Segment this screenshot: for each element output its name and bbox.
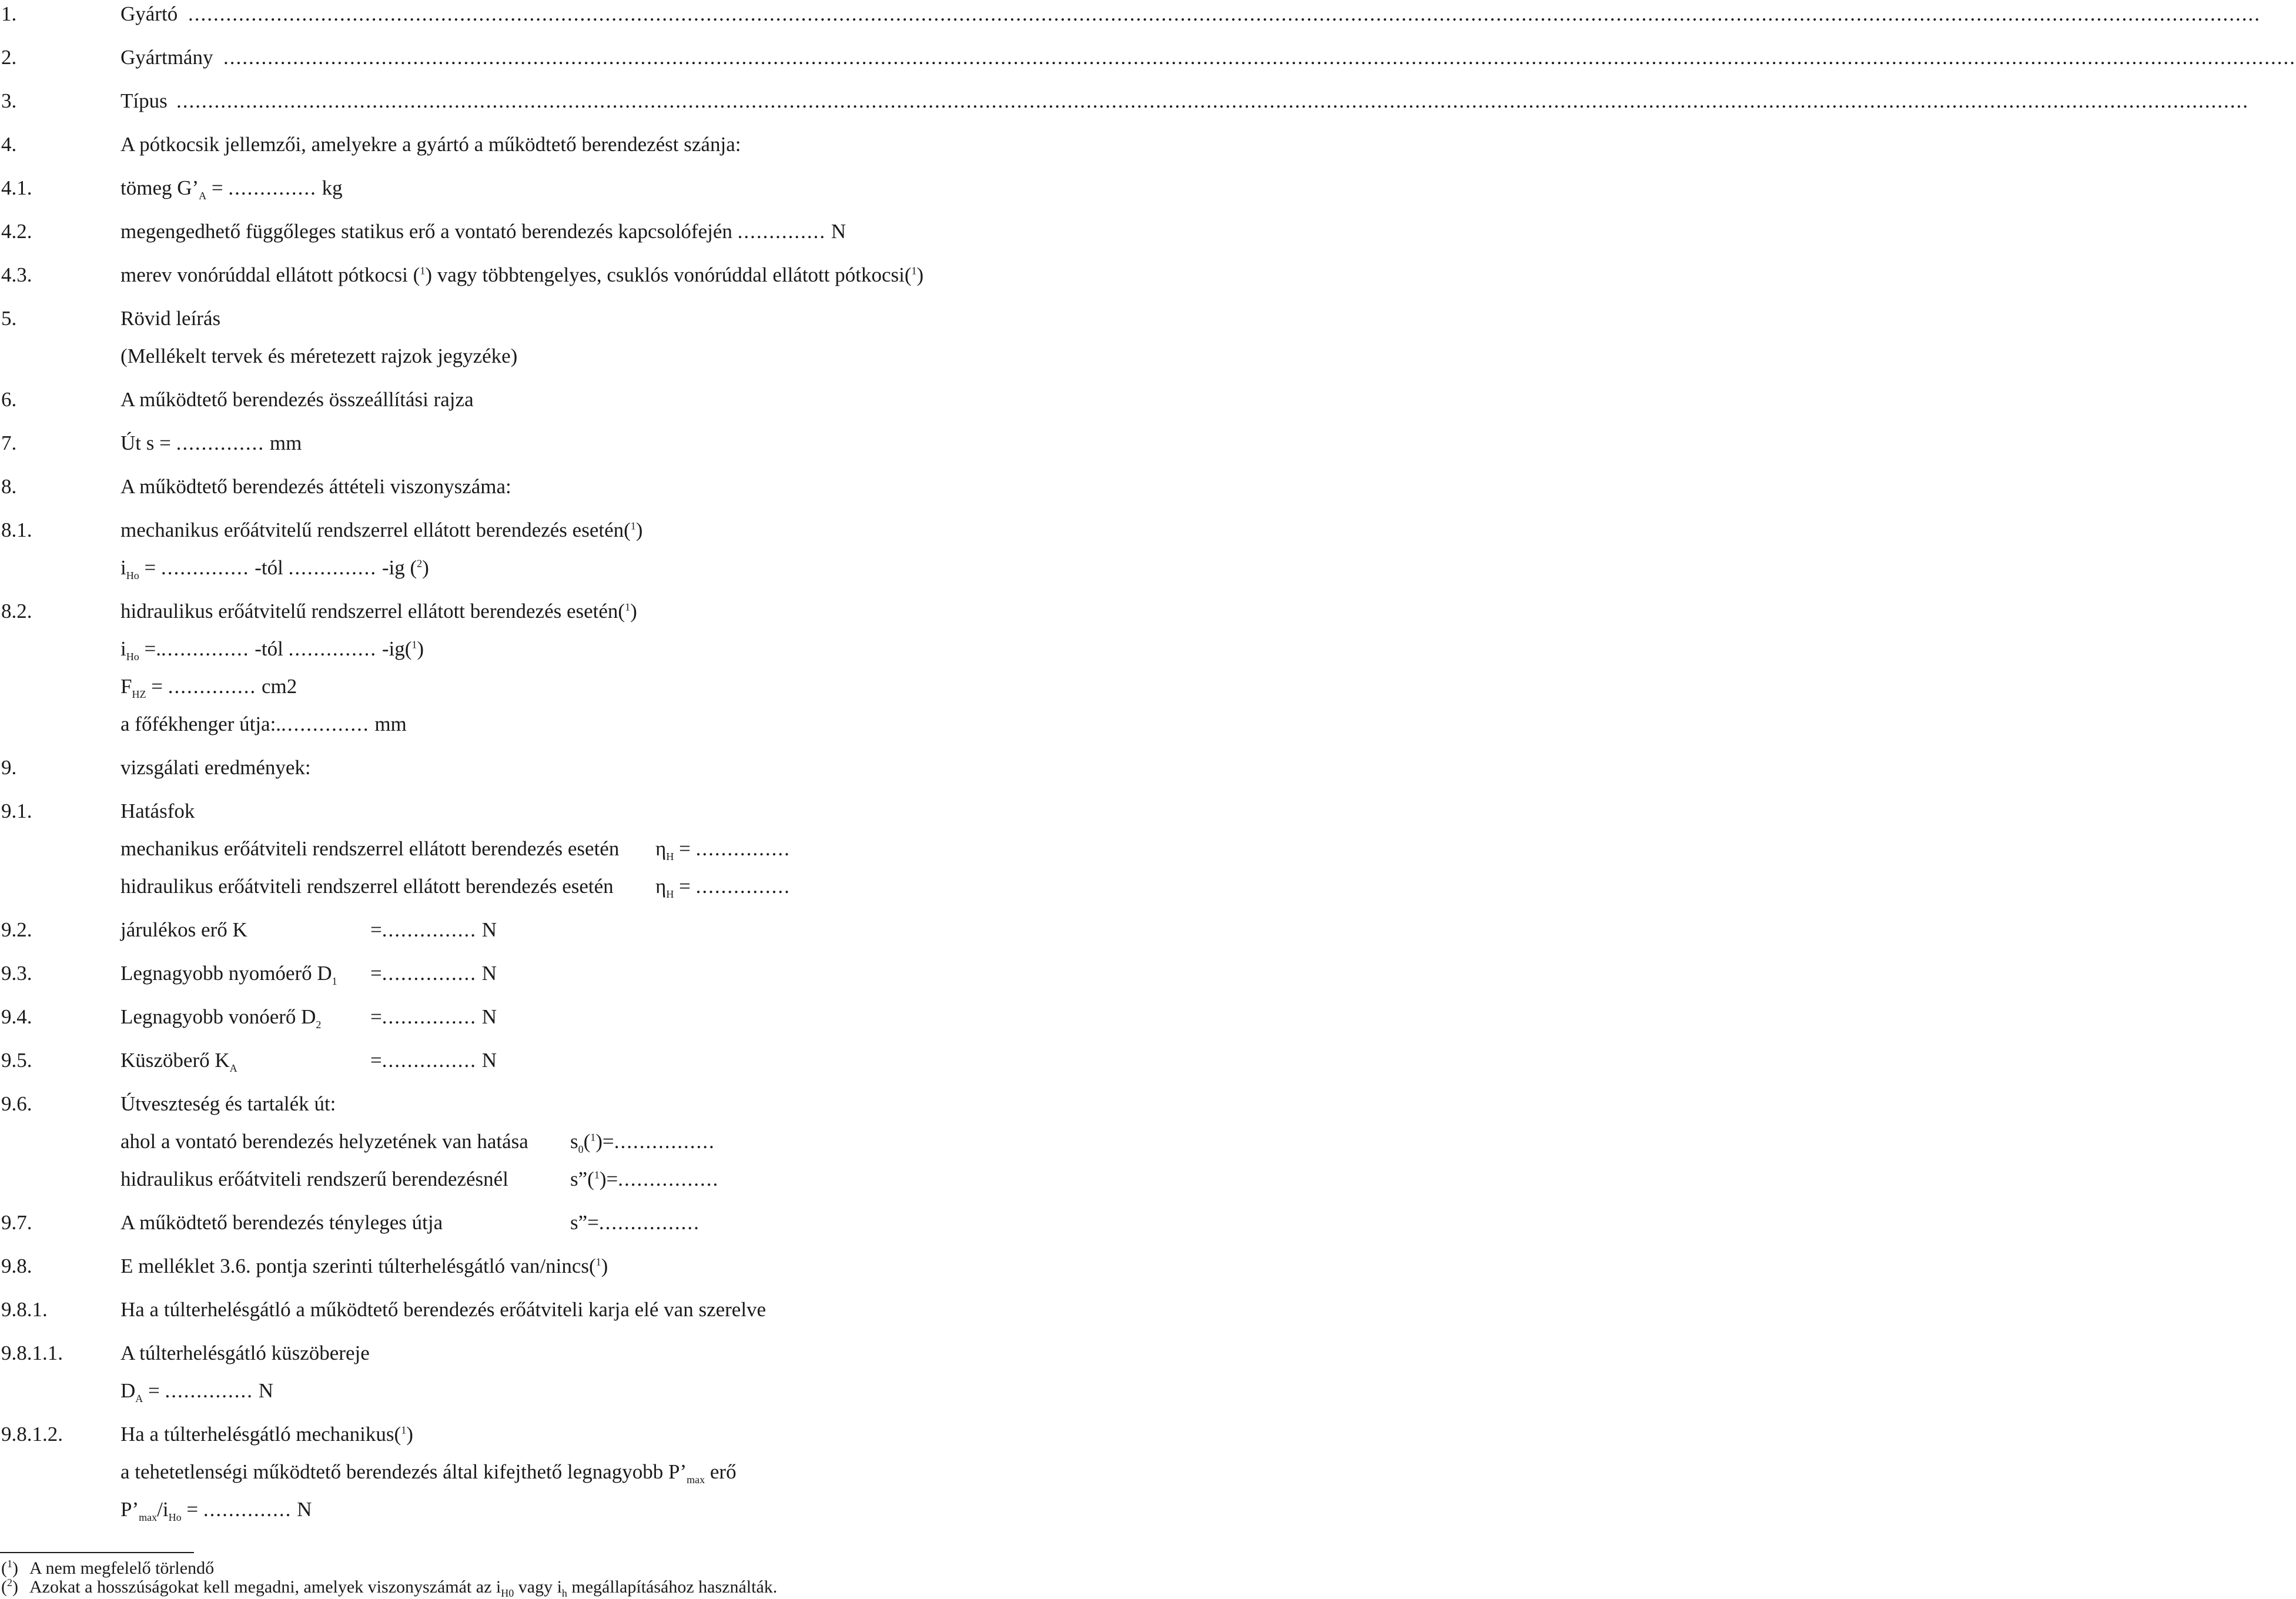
item-number: 9.7. [1, 1211, 32, 1234]
item-number: 9.4. [1, 1005, 32, 1028]
item-text: megengedhető függőleges statikus erő a vontató berendezés kapcsolófején .............. N [121, 220, 846, 243]
fill-in-dots[interactable]: .............. [288, 556, 377, 579]
item-text: $F_{HZ}$ = .............. cm2 [121, 675, 297, 700]
fill-in-dots[interactable]: .............. [228, 176, 317, 199]
item-text: $D_A$ = .............. N [121, 1379, 274, 1404]
item-number: 9.8.1.2. [1, 1423, 63, 1446]
item-text: ahol a vontató berendezés helyzetének van hatása [121, 1130, 528, 1153]
item-number: 4.1. [1, 176, 32, 199]
travel-value: $s_0(^1)=$................ [570, 1130, 715, 1155]
item-number: 3. [1, 89, 17, 112]
item-text: Ha a túlterhelésgátló a működtető berendezés erőátviteli karja elé van szerelve [121, 1298, 767, 1321]
fill-in-dots[interactable]: .............. [288, 637, 377, 660]
item-number: 9.8. [1, 1255, 32, 1277]
item-number: 2. [1, 46, 17, 69]
item-number: 8.1. [1, 518, 32, 541]
item-number: 1. [1, 2, 17, 25]
force-value: =............... N [370, 1005, 497, 1028]
item-number: 5. [1, 307, 17, 330]
item-label: Gyártmány [121, 46, 213, 69]
travel-value: s”($^1$)=................ [570, 1168, 719, 1190]
fill-in-dots[interactable]: ............... [381, 1005, 477, 1028]
item-number: 6. [1, 388, 17, 411]
item-text: Útveszteség és tartalék út: [121, 1092, 336, 1115]
force-value: =............... N [370, 962, 497, 985]
item-label: járulékos erő K [121, 918, 247, 941]
item-number: 9.1. [1, 800, 32, 822]
item-text: A működtető berendezés áttételi viszonyszáma: [121, 475, 511, 498]
fill-in-dots[interactable]: .............. [160, 637, 250, 660]
footnote-2 [1, 1577, 778, 1599]
fill-in-dots[interactable]: .............. [281, 712, 370, 735]
item-number: 9.8.1.1. [1, 1342, 63, 1364]
fill-in-dots[interactable]: .............. [203, 1498, 292, 1521]
fill-in-dots[interactable]: ................ [598, 1211, 700, 1234]
force-value: =............... N [370, 1049, 497, 1072]
item-number: 7. [1, 431, 17, 454]
item-number: 9.8.1. [1, 1298, 48, 1321]
item-label: Legnagyobb vonóerő $D_2$ [121, 1005, 322, 1031]
item-text: mechanikus erőátviteli rendszerrel ellátott berendezés esetén [121, 837, 620, 860]
item-label: Küszöberő $K_A$ [121, 1049, 237, 1074]
efficiency-value: $\eta_H$ = ............... [655, 837, 791, 862]
item-text: Hatásfok [121, 800, 195, 822]
fill-in-dots[interactable]: ................ [618, 1168, 719, 1190]
fill-in-dots[interactable]: .............. [168, 675, 257, 698]
item-text: merev vonórúddal ellátott pótkocsi ($^1$) vagy többtengelyes, csuklós vonórúddal ellátott pótkocsi($^1$) [121, 263, 924, 286]
fill-in-dots[interactable]: ............... [695, 837, 791, 860]
item-label: Típus [121, 89, 168, 112]
item-number: 8.2. [1, 600, 32, 623]
item-text: (Mellékelt tervek és méretezett rajzok jegyzéke) [121, 344, 518, 367]
item-number: 9.2. [1, 918, 32, 941]
efficiency-value: $\eta_H$ = ............... [655, 875, 791, 900]
item-label: Gyártó [121, 2, 178, 25]
item-text: a tehetetlenségi működtető berendezés által kifejthető legnagyobb $P’_{max}$ erő [121, 1460, 737, 1486]
item-text: a főfékhenger útja:............... mm [121, 712, 407, 735]
fill-in-dots[interactable]: ............... [381, 1049, 477, 1072]
item-text: hidraulikus erőátviteli rendszerű berendezésnél [121, 1168, 508, 1190]
travel-value: s”=................ [570, 1211, 700, 1234]
footnote-mark: ($^1$) [1, 1558, 18, 1578]
item-text: $i_{Ho}$ = .............. -tól .............. -ig ($^2$) [121, 556, 429, 581]
fill-in-dots[interactable]: .............. [160, 556, 250, 579]
fill-in-dots[interactable]: .............. [737, 220, 826, 243]
item-text: Út s = .............. mm [121, 431, 302, 454]
fill-in-dots[interactable]: ............... [381, 918, 477, 941]
item-label: Legnagyobb nyomóerő $D_1$ [121, 962, 337, 987]
footnote-divider [0, 1552, 194, 1553]
footnote-1 [1, 1558, 215, 1579]
fill-in-dots[interactable]: ................ [614, 1130, 715, 1153]
item-text: Ha a túlterhelésgátló mechanikus($^1$) [121, 1423, 413, 1446]
item-text: A működtető berendezés tényleges útja [121, 1211, 443, 1234]
footnote-text: Azokat a hosszúságokat kell megadni, amelyek viszonyszámát az $i_{H0}$ vagy $i_h$ megállapításához használták. [29, 1577, 778, 1599]
force-value: =............... N [370, 918, 497, 941]
item-number: 9.3. [1, 962, 32, 985]
item-text: A túlterhelésgátló küszöbereje [121, 1342, 370, 1364]
item-text: E melléklet 3.6. pontja szerinti túlterhelésgátló van/nincs($^1$) [121, 1255, 608, 1277]
fill-in-leader[interactable]: ........................................................................................................................................................................................................................................................................................................................................ [188, 2, 2261, 25]
fill-in-dots[interactable]: ............... [695, 875, 791, 898]
footnote-text: A nem megfelelő törlendő [29, 1558, 215, 1578]
item-text: hidraulikus erőátvitelű rendszerrel ellátott berendezés esetén($^1$) [121, 600, 637, 623]
footnote-mark: ($^2$) [1, 1577, 18, 1597]
item-number: 4.3. [1, 263, 32, 286]
fill-in-leader[interactable]: ........................................................................................................................................................................................................................................................................................................................................ [223, 46, 2296, 69]
item-number: 4. [1, 133, 17, 156]
item-text: $i_{Ho}$ =............... -tól .............. -ig($^1$) [121, 637, 424, 663]
fill-in-dots[interactable]: ............... [381, 962, 477, 985]
fill-in-leader[interactable]: ........................................................................................................................................................................................................................................................................................................................................ [176, 89, 2249, 112]
item-number: 8. [1, 475, 17, 498]
item-number: 9.5. [1, 1049, 32, 1072]
item-number: 4.2. [1, 220, 32, 243]
fill-in-dots[interactable]: .............. [165, 1379, 254, 1402]
item-text: tömeg $G’_A$ = .............. kg [121, 176, 343, 202]
item-text: mechanikus erőátvitelű rendszerrel ellátott berendezés esetén($^1$) [121, 518, 643, 541]
item-text: hidraulikus erőátviteli rendszerrel ellátott berendezés esetén [121, 875, 614, 898]
item-number: 9. [1, 756, 17, 779]
fill-in-dots[interactable]: .............. [176, 431, 265, 454]
item-text: A működtető berendezés összeállítási rajza [121, 388, 474, 411]
item-text: Rövid leírás [121, 307, 221, 330]
item-text: vizsgálati eredmények: [121, 756, 311, 779]
item-text: $P’_{max}/i_{Ho}$ = .............. N [121, 1498, 312, 1523]
item-text: A pótkocsik jellemzői, amelyekre a gyártó a működtető berendezést szánja: [121, 133, 741, 156]
item-number: 9.6. [1, 1092, 32, 1115]
